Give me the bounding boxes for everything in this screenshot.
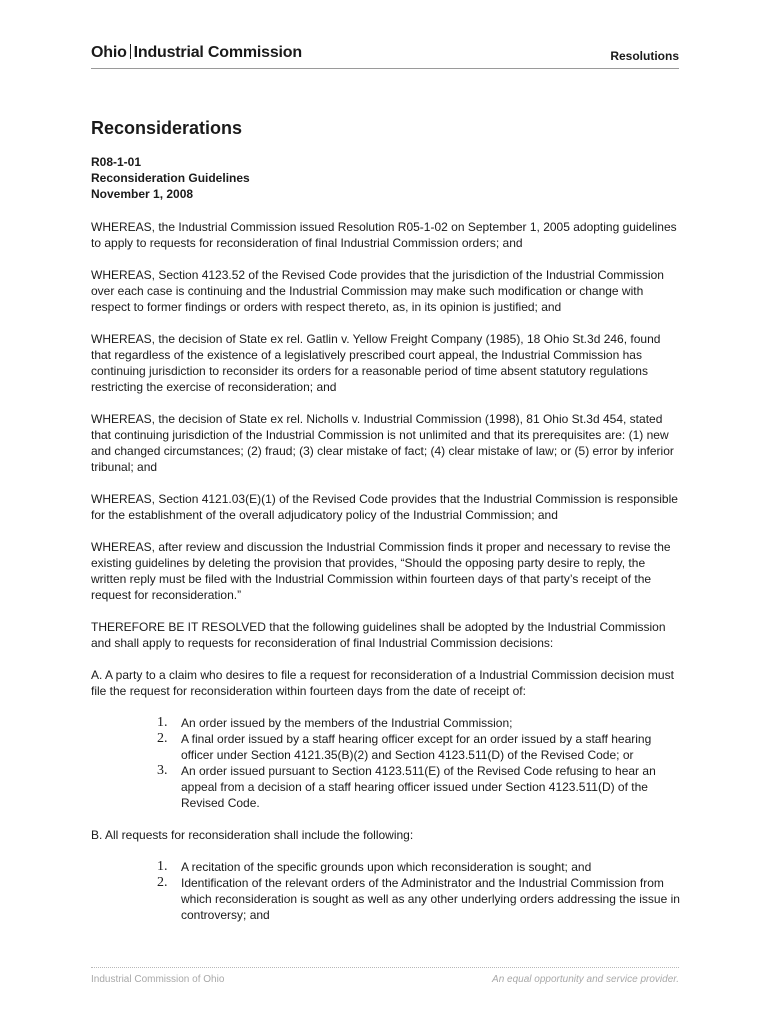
section-a-intro: A. A party to a claim who desires to file a request for reconsideration of a Industrial Commission decision must file the request for reconsideration within fourteen days from the date of receipt of: bbox=[91, 668, 674, 698]
whereas-paragraph: WHEREAS, Section 4123.52 of the Revised Code provides that the jurisdiction of the Industrial Commission over each case is continuing and the Industrial Commission may make such modification or change with respect to former findings or orders with respect thereto, as, in its opinion is justified; and bbox=[91, 268, 664, 314]
logo-separator bbox=[130, 44, 131, 59]
list-item-number: 3. bbox=[157, 763, 168, 778]
whereas-paragraph: WHEREAS, Section 4121.03(E)(1) of the Revised Code provides that the Industrial Commission is responsible for the establishment of the overall adjudicatory policy of the Industrial Commission; and bbox=[91, 492, 678, 522]
list-item bbox=[157, 875, 683, 923]
resolution-date: November 1, 2008 bbox=[91, 187, 194, 201]
page-footer bbox=[91, 967, 679, 985]
logo-org-text: Industrial Commission bbox=[133, 44, 302, 61]
resolved-paragraph: THEREFORE BE IT RESOLVED that the following guidelines shall be adopted by the Industrial Commission and shall apply to requests for reconsideration of final Industrial Commission decisions: bbox=[91, 620, 666, 650]
list-item-number: 1. bbox=[157, 859, 168, 874]
whereas-paragraph: WHEREAS, the decision of State ex rel. Nicholls v. Industrial Commission (1998), 81 Ohio St.3d 454, stated that continuing jurisdiction of the Industrial Commission is not unlimited and that its prerequisites are: (1) new and changed circumstances; (2) fraud; (3) clear mistake of fact; (4) clear mistake of law; or (5) error by inferior tribunal; and bbox=[91, 412, 674, 474]
resolution-meta bbox=[91, 154, 250, 202]
document-body bbox=[91, 219, 683, 939]
list-item-number: 2. bbox=[157, 731, 168, 746]
list-item-text: Identification of the relevant orders of the Administrator and the Industrial Commission from which reconsideration is sought as well as any other underlying orders addressing the issue in controversy; and bbox=[181, 876, 680, 922]
footer-organization: Industrial Commission of Ohio bbox=[91, 974, 225, 985]
list-item bbox=[157, 763, 683, 811]
list-item bbox=[157, 715, 683, 731]
section-b-list bbox=[91, 859, 683, 923]
footer-tagline: An equal opportunity and service provider. bbox=[492, 974, 679, 985]
whereas-paragraph: WHEREAS, the decision of State ex rel. Gatlin v. Yellow Freight Company (1985), 18 Ohio St.3d 246, found that regardless of the existence of a legislatively prescribed court appeal, the Industrial Commission has continuing jurisdiction to reconsider its orders for a reasonable period of time absent statutory regulations restricting the exercise of reconsideration; and bbox=[91, 332, 661, 394]
whereas-paragraph: WHEREAS, after review and discussion the Industrial Commission finds it proper and necessary to revise the existing guidelines by deleting the provision that provides, “Should the opposing party desire to reply, the written reply must be filed with the Industrial Commission within fourteen days of that party’s receipt of the request for reconsideration.” bbox=[91, 540, 671, 602]
document-title: Reconsiderations bbox=[91, 118, 243, 138]
list-item-text: An order issued by the members of the Industrial Commission; bbox=[181, 716, 513, 730]
header-section-label: Resolutions bbox=[610, 49, 679, 63]
whereas-paragraph: WHEREAS, the Industrial Commission issued Resolution R05-1-02 on September 1, 2005 adopting guidelines to apply to requests for reconsideration of final Industrial Commission orders; and bbox=[91, 220, 677, 250]
resolution-number: R08-1-01 bbox=[91, 155, 142, 169]
list-item bbox=[157, 859, 683, 875]
list-item-text: A recitation of the specific grounds upon which reconsideration is sought; and bbox=[181, 860, 592, 874]
list-item-text: An order issued pursuant to Section 4123.511(E) of the Revised Code refusing to hear an appeal from a decision of a staff hearing officer issued under Section 4123.511(D) of the Revised Code. bbox=[181, 764, 656, 810]
list-item bbox=[157, 731, 683, 763]
list-item-text: A final order issued by a staff hearing officer except for an order issued by a staff hearing officer under Section 4121.35(B)(2) and Section 4123.511(D) of the Revised Code; or bbox=[181, 732, 652, 762]
resolution-subject: Reconsideration Guidelines bbox=[91, 171, 250, 185]
ohio-industrial-commission-logo bbox=[91, 44, 302, 62]
page-header bbox=[91, 40, 679, 69]
list-item-number: 1. bbox=[157, 715, 168, 730]
section-b-intro: B. All requests for reconsideration shall include the following: bbox=[91, 828, 414, 842]
logo-ohio-text: Ohio bbox=[91, 44, 127, 61]
section-a-list bbox=[91, 715, 683, 811]
list-item-number: 2. bbox=[157, 875, 168, 890]
